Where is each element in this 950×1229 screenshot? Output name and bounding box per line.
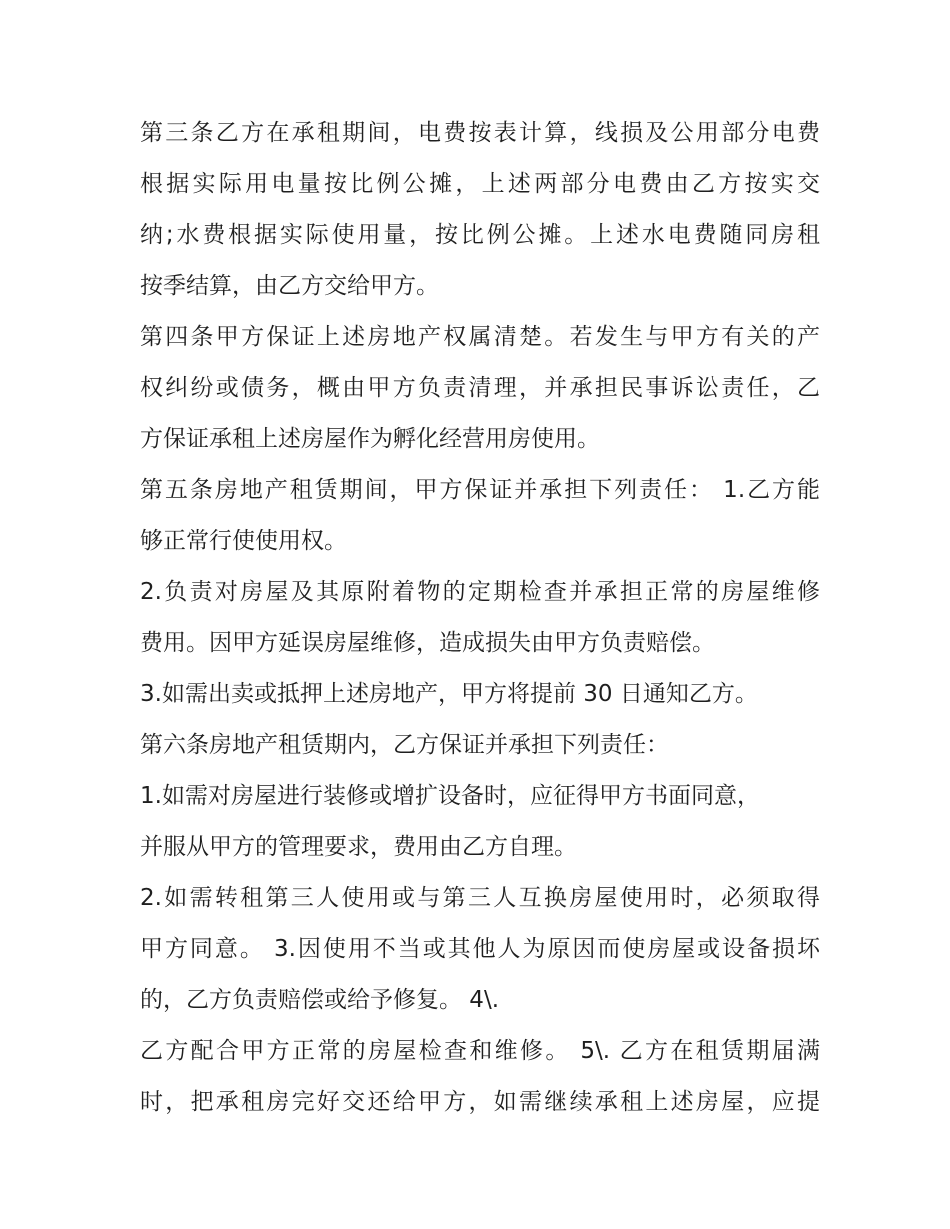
text-line: 3.如需出卖或抵押上述房地产，甲方将提前 30 日通知乙方。 bbox=[140, 681, 758, 707]
text-line: 权纠纷或债务，概由甲方负责清理，并承担民事诉讼责任，乙 bbox=[140, 375, 820, 401]
text-line: 2.负责对房屋及其原附着物的定期检查并承担正常的房屋维修 bbox=[140, 579, 820, 605]
text-line: 第五条房地产租赁期间，甲方保证并承担下列责任： 1.乙方能 bbox=[140, 477, 820, 503]
text-line: 的，乙方负责赔偿或给予修复。 4\. bbox=[140, 987, 500, 1013]
text-line: 第六条房地产租赁期内，乙方保证并承担下列责任： bbox=[140, 732, 669, 758]
text-line: 费用。因甲方延误房屋维修，造成损失由甲方负责赔偿。 bbox=[140, 630, 715, 656]
text-line: 并服从甲方的管理要求，费用由乙方自理。 bbox=[140, 834, 577, 860]
text-line: 方保证承租上述房屋作为孵化经营用房使用。 bbox=[140, 426, 600, 452]
text-line: 第四条甲方保证上述房地产权属清楚。若发生与甲方有关的产 bbox=[140, 324, 820, 350]
text-line: 甲方同意。 3.因使用不当或其他人为原因而使房屋或设备损坏 bbox=[140, 936, 820, 962]
text-line: 纳;水费根据实际使用量，按比例公摊。上述水电费随同房租 bbox=[140, 222, 820, 248]
text-line: 1.如需对房屋进行装修或增扩设备时，应征得甲方书面同意， bbox=[140, 783, 760, 809]
document-body bbox=[140, 108, 820, 1128]
text-line: 够正常行使使用权。 bbox=[140, 528, 347, 554]
text-line: 时，把承租房完好交还给甲方，如需继续承租上述房屋，应提 bbox=[140, 1089, 820, 1115]
text-line: 按季结算，由乙方交给甲方。 bbox=[140, 273, 439, 299]
text-line: 乙方配合甲方正常的房屋检查和维修。 5\. 乙方在租赁期届满 bbox=[140, 1038, 820, 1064]
text-line: 2.如需转租第三人使用或与第三人互换房屋使用时，必须取得 bbox=[140, 885, 820, 911]
text-line: 根据实际用电量按比例公摊，上述两部分电费由乙方按实交 bbox=[140, 171, 820, 197]
text-line: 第三条乙方在承租期间，电费按表计算，线损及公用部分电费 bbox=[140, 120, 820, 146]
